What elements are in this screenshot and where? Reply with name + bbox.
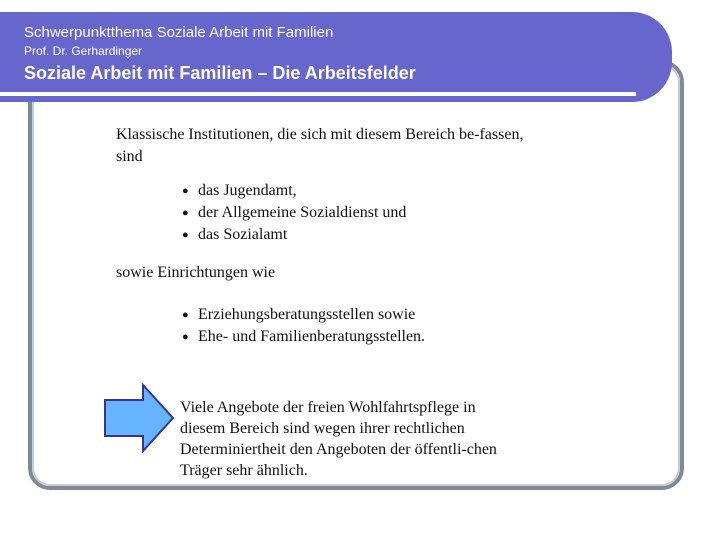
middle-text: sowie Einrichtungen wie: [116, 264, 276, 281]
page-title: Soziale Arbeit mit Familien – Die Arbeitsfelder: [24, 63, 416, 83]
list-item: ● das Sozialamt: [198, 224, 536, 246]
right-arrow-icon: [103, 383, 175, 453]
list-item: ● das Jugendamt,: [198, 180, 536, 202]
header-title: Schwerpunktthema Soziale Arbeit mit Familien: [24, 24, 334, 41]
list-item: ● Ehe- und Familienberatungsstellen.: [198, 326, 536, 348]
header-divider: [0, 92, 636, 96]
list-item: ● der Allgemeine Sozialdienst und: [198, 202, 536, 224]
header-subtitle: Prof. Dr. Gerhardinger: [24, 44, 143, 58]
institutions-list: [116, 180, 536, 246]
facilities-list: [116, 304, 536, 348]
list-item: ● Erziehungsberatungsstellen sowie: [198, 304, 536, 326]
intro-text: Klassische Institutionen, die sich mit diesem Bereich be-fassen, sind: [116, 126, 524, 165]
slide-content: [116, 124, 536, 348]
note-text: Viele Angebote der freien Wohlfahrtspflege in diesem Bereich sind wegen ihrer rechtlichen Determiniertheit den Angeboten der öffentli-chen Träger sehr ähnlich.: [180, 399, 497, 479]
